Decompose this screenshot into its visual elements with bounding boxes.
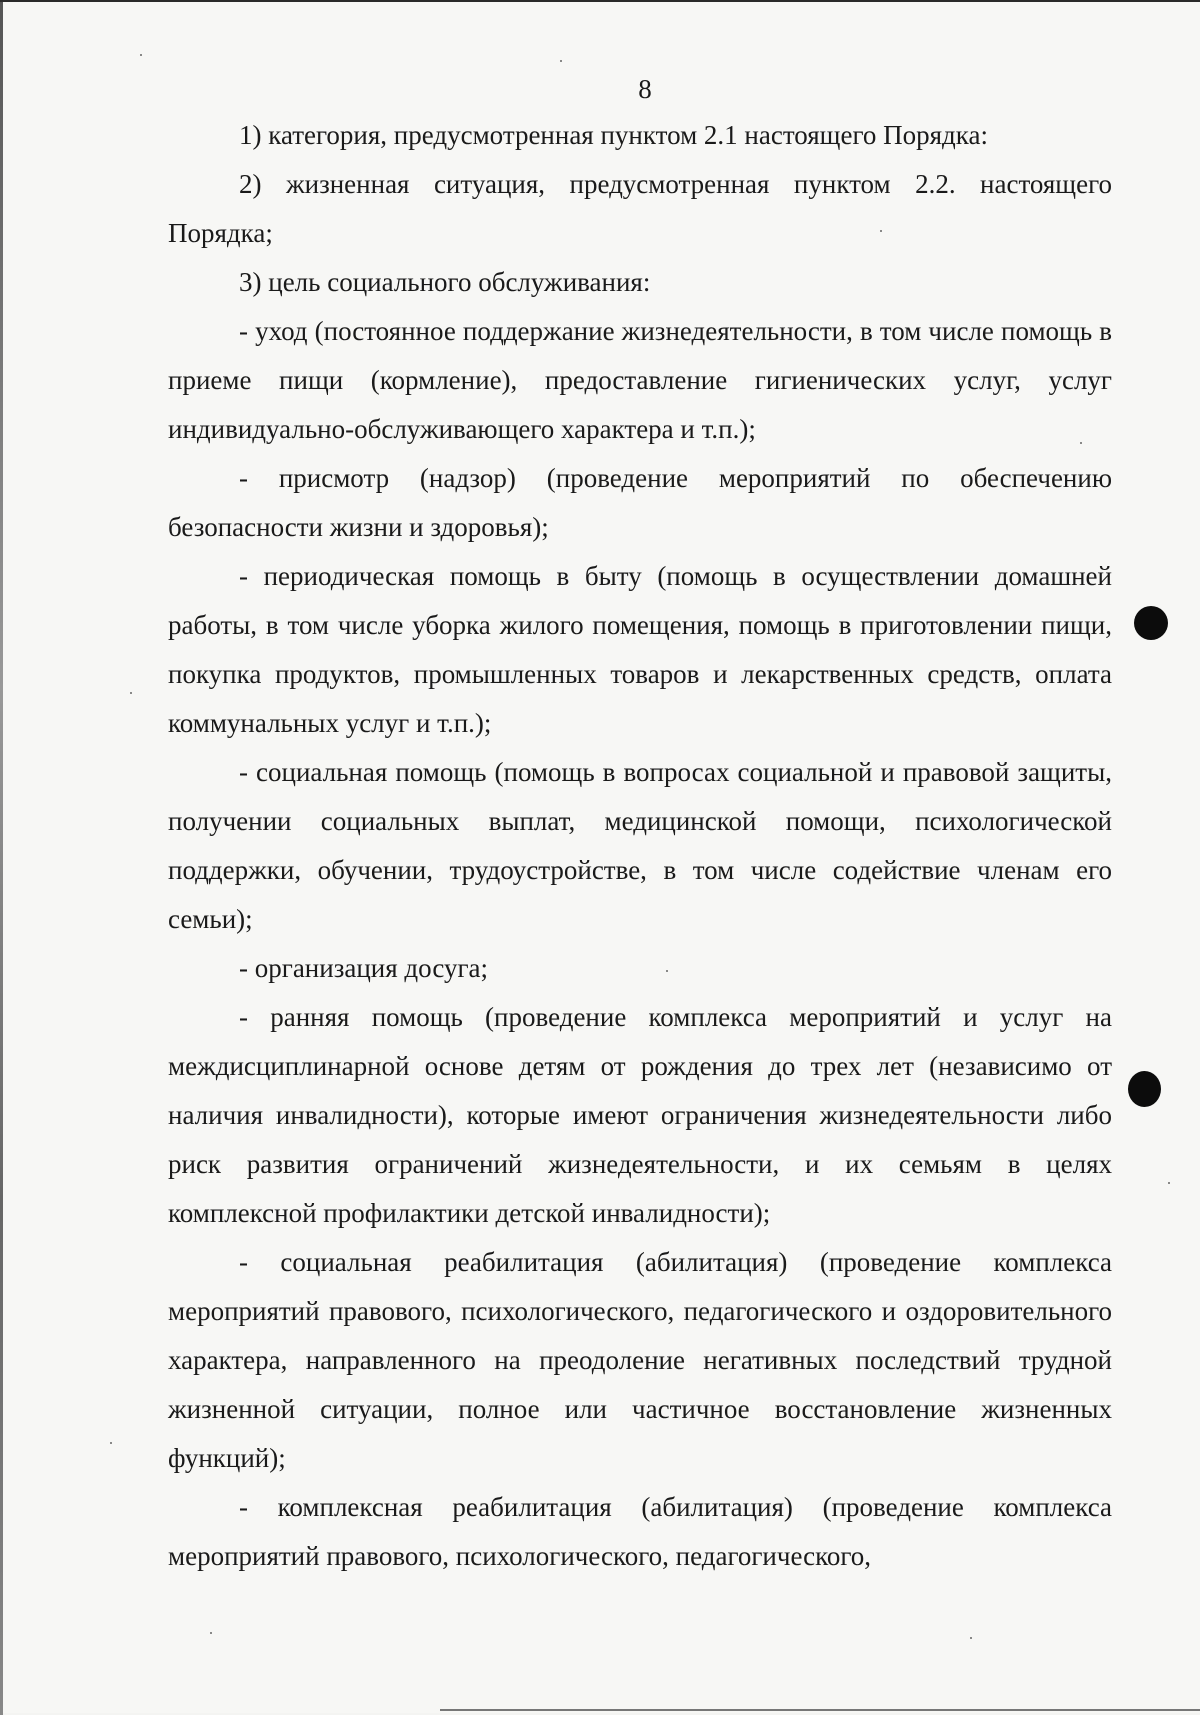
scan-speck [1080, 442, 1082, 444]
list-item-supervision: - присмотр (надзор) (проведение мероприятий по обеспечению безопасности жизни и здоровья); [168, 463, 1112, 542]
list-item-early-help: - ранняя помощь (проведение комплекса мероприятий и услуг на междисциплинарной основе детям от рождения до трех лет (независимо от наличия инвалидности), которые имеют ограничения жизнедеятельности либо риск развития ограничений жизнедеятельности, и их семьям в целях комплексной профилактики детской инвалидности); [168, 1002, 1112, 1228]
paragraph-service-goal: 3) цель социального обслуживания: [239, 267, 651, 297]
scan-speck [666, 970, 668, 972]
list-item-leisure: - организация досуга; [239, 953, 489, 983]
list-item-social-rehabilitation: - социальная реабилитация (абилитация) (проведение комплекса мероприятий правового, психологического, педагогического и оздоровительного характера, направленного на преодоление негативных последствий трудной жизненной ситуации, полное или частичное восстановление жизненных функций); [168, 1247, 1112, 1473]
scan-bottom-edge [440, 1709, 1200, 1711]
binder-hole-mark [1128, 1071, 1161, 1107]
paragraph-life-situation: 2) жизненная ситуация, предусмотренная пунктом 2.2. настоящего Порядка; [168, 169, 1112, 248]
list-item-complex-rehabilitation: - комплексная реабилитация (абилитация) (проведение комплекса мероприятий правового, психологического, педагогического, [168, 1492, 1112, 1571]
page-number: 8 [638, 74, 652, 104]
scan-speck [110, 1442, 112, 1444]
scan-speck [1168, 1182, 1170, 1184]
scan-speck [880, 230, 882, 232]
list-item-household-help: - периодическая помощь в быту (помощь в осуществлении домашней работы, в том числе уборка жилого помещения, помощь в приготовлении пищи, покупка продуктов, промышленных товаров и лекарственных средств, оплата коммунальных услуг и т.п.); [168, 561, 1112, 738]
document-body [168, 111, 1112, 1581]
scan-speck [140, 54, 142, 56]
binder-hole-mark [1134, 606, 1168, 640]
scan-speck [210, 1632, 212, 1634]
scan-speck [560, 60, 562, 62]
list-item-social-help: - социальная помощь (помощь в вопросах социальной и правовой защиты, получении социальных выплат, медицинской помощи, психологической поддержки, обучении, трудоустройстве, в том числе содействие членам его семьи); [168, 757, 1112, 934]
scan-speck [970, 1637, 972, 1639]
paragraph-category: 1) категория, предусмотренная пунктом 2.1 настоящего Порядка: [239, 120, 988, 150]
scan-left-edge [0, 2, 3, 1715]
scan-speck [130, 692, 132, 694]
list-item-care: - уход (постоянное поддержание жизнедеятельности, в том числе помощь в приеме пищи (кормление), предоставление гигиенических услуг, услуг индивидуально-обслуживающего характера и т.п.); [168, 316, 1112, 444]
